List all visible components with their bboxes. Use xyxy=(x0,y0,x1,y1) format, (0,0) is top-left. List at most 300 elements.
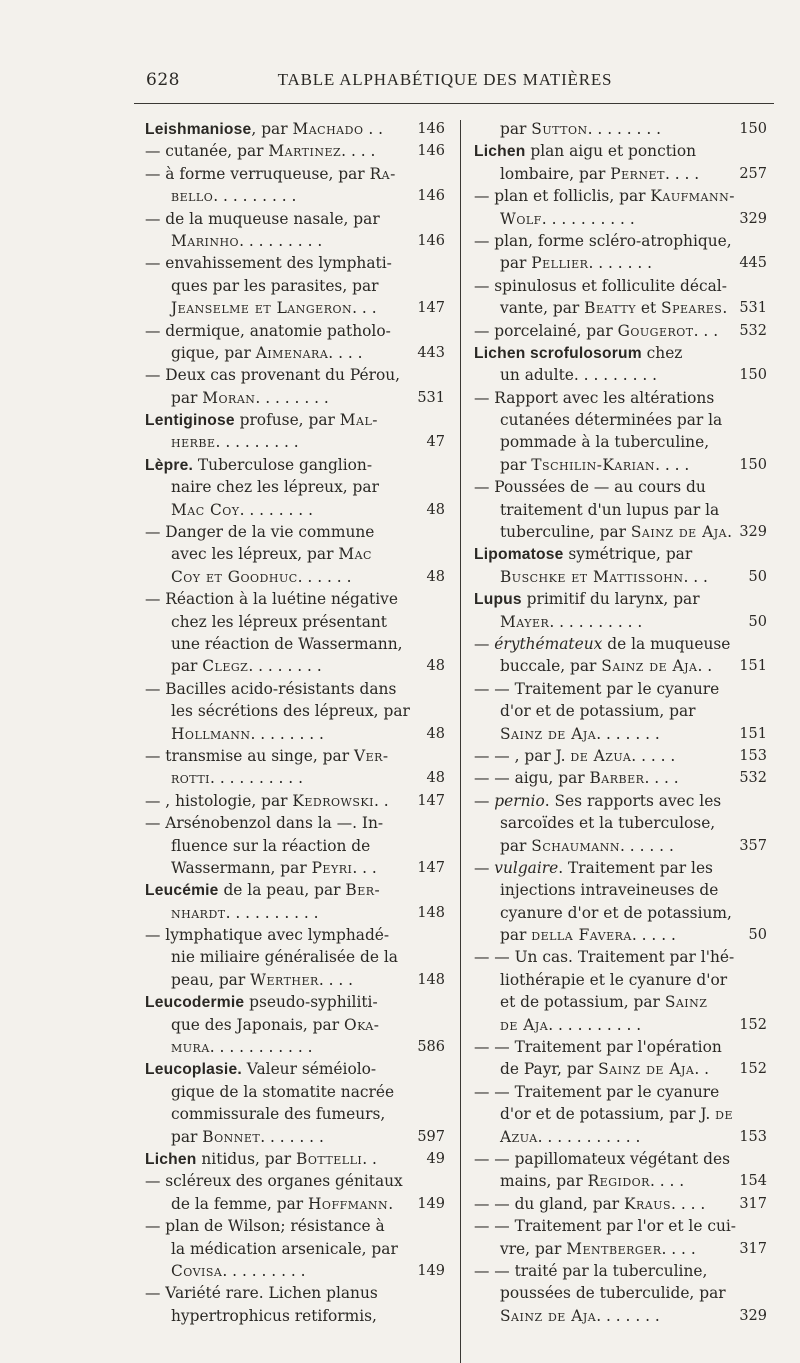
entry-text: . . . . . . . . xyxy=(248,657,322,676)
index-line xyxy=(474,320,767,342)
entry-text: . . . . xyxy=(644,769,679,788)
entry-text: sarcoïdes et la tuberculose, xyxy=(500,814,716,833)
index-line xyxy=(145,252,445,274)
author-name: Mac Coy xyxy=(171,500,240,519)
author-name: Azua xyxy=(500,1127,538,1146)
index-line xyxy=(145,118,445,140)
entry-text: poussées de tuberculide, par xyxy=(500,1284,726,1303)
page-reference: 257 xyxy=(739,165,767,182)
entry-text: — Deux cas provenant du Pérou, xyxy=(145,366,401,385)
index-line xyxy=(145,431,445,453)
entry-text: — — Traitement par le cyanure xyxy=(474,679,720,698)
index-line xyxy=(474,946,767,968)
entry-text: naire chez les lépreux, par xyxy=(171,478,379,497)
entry-text: de Payr, par xyxy=(500,1060,599,1079)
entry-text: nie miliaire généralisée de la xyxy=(171,948,398,967)
author-name: della Favera xyxy=(531,926,632,945)
entry-text: par xyxy=(171,657,203,676)
entry-text: . . . . xyxy=(661,1239,696,1258)
author-name: rotti xyxy=(171,769,211,788)
entry-text: un adulte. . . . . . . . . xyxy=(500,366,658,385)
page-reference: 153 xyxy=(739,747,767,764)
author-name: Oka- xyxy=(343,1015,380,1034)
entry-text: . . . . xyxy=(328,343,363,362)
index-line xyxy=(145,879,445,901)
entry-text: — — , par J. xyxy=(474,746,571,765)
index-line xyxy=(145,342,445,364)
entry-text: symétrique, par xyxy=(563,545,693,564)
entry-text: lombaire, par xyxy=(500,164,611,183)
entry-text: . Ses rapports avec les xyxy=(544,791,722,810)
headword: Lèpre. xyxy=(145,456,193,474)
index-line xyxy=(474,118,767,140)
entry-text: — à forme verruqueuse, par xyxy=(145,164,370,183)
index-line xyxy=(474,857,767,879)
index-line xyxy=(474,991,767,1013)
page-reference: 329 xyxy=(739,524,767,541)
entry-text: par xyxy=(171,388,203,407)
author-name: Ver- xyxy=(353,746,389,765)
index-line xyxy=(145,409,445,431)
index-line xyxy=(145,230,445,252)
index-line xyxy=(474,230,767,252)
entry-text: — , histologie, par xyxy=(145,791,293,810)
entry-text: . . . . xyxy=(664,164,700,183)
author-name: nhardt xyxy=(171,903,226,922)
index-line xyxy=(474,297,767,319)
index-line xyxy=(145,1215,445,1237)
entry-text: — porcelainé, par xyxy=(474,321,618,340)
author-name: Sainz de Aja xyxy=(630,523,728,542)
index-line xyxy=(474,185,767,207)
entry-text: — Réaction à la luétine négative xyxy=(145,590,398,609)
index-line xyxy=(474,252,767,274)
entry-text: Tuberculose ganglion- xyxy=(193,455,373,474)
entry-text: . . . xyxy=(352,299,377,318)
index-line xyxy=(145,588,445,610)
entry-text: . . xyxy=(697,657,713,676)
entry-text: . . . . . . . xyxy=(596,1306,660,1325)
entry-text: . . . . xyxy=(671,1194,706,1213)
index-line xyxy=(145,454,445,476)
right-column xyxy=(474,118,767,1327)
entry-text: et xyxy=(635,299,662,318)
page-reference: 152 xyxy=(739,1016,767,1033)
entry-text: fluence sur la réaction de xyxy=(171,836,371,855)
author-name: Mal- xyxy=(339,411,378,430)
headword: Lichen xyxy=(145,1150,197,1168)
entry-text: — xyxy=(474,858,495,877)
index-line xyxy=(474,812,767,834)
entry-text: cyanure d'or et de potassium, xyxy=(500,903,732,922)
headword: Lichen xyxy=(474,143,526,161)
entry-text: traitement d'un lupus par la xyxy=(500,500,720,519)
index-line xyxy=(474,1126,767,1148)
author-name: Pernet xyxy=(610,164,665,183)
author-name: bello xyxy=(171,187,214,206)
entry-text: — transmise au singe, par xyxy=(145,746,354,765)
index-line xyxy=(474,163,767,185)
author-name: Sutton xyxy=(531,120,588,138)
entry-text: . . . . . . . xyxy=(260,1127,324,1146)
entry-text: . . . . . . . . . xyxy=(215,433,299,452)
page-reference: 48 xyxy=(426,725,445,742)
entry-text: par xyxy=(500,836,532,855)
index-line xyxy=(145,790,445,812)
entry-text: — plan de Wilson; résistance à xyxy=(145,1217,385,1236)
index-line xyxy=(474,1014,767,1036)
entry-text: de la muqueuse xyxy=(602,634,731,653)
headword: Leucodermie xyxy=(145,994,245,1012)
entry-text: avec les lépreux, par xyxy=(171,545,339,564)
author-name: Bottelli xyxy=(296,1149,363,1168)
index-line xyxy=(474,879,767,901)
entry-text: . . . . . xyxy=(631,746,676,765)
author-name: Hoffmann xyxy=(308,1194,389,1213)
entry-text: plan aigu et ponction xyxy=(525,142,696,161)
page-reference: 150 xyxy=(739,121,767,137)
author-name: Sainz xyxy=(664,993,708,1012)
entry-text: par xyxy=(500,120,532,138)
author-name: Ra- xyxy=(369,164,396,183)
index-line xyxy=(145,1058,445,1080)
index-line xyxy=(474,924,767,946)
index-line xyxy=(474,790,767,812)
entry-text: gique, par xyxy=(171,343,256,362)
entry-text: — plan et folliclis, par xyxy=(474,187,651,206)
entry-text: . . . . xyxy=(318,970,354,989)
index-line xyxy=(474,633,767,655)
page-reference: 146 xyxy=(417,188,445,205)
index-line xyxy=(145,991,445,1013)
index-line xyxy=(145,297,445,319)
author-name: Speares xyxy=(661,299,723,318)
index-line xyxy=(145,476,445,498)
page-reference: 146 xyxy=(417,143,445,160)
page-reference: 317 xyxy=(739,1195,767,1212)
author-name: Barber xyxy=(589,769,645,788)
page-reference: 329 xyxy=(739,1307,767,1324)
entry-text: peau, par xyxy=(171,970,251,989)
entry-text: . . . . . . . . xyxy=(239,500,313,519)
index-line xyxy=(145,1126,445,1148)
index-line xyxy=(145,969,445,991)
page-reference: 153 xyxy=(739,1128,767,1145)
italic-term: pernio xyxy=(494,791,545,810)
entry-text: — dermique, anatomie patholo- xyxy=(145,321,391,340)
entry-text: Wassermann, par xyxy=(171,858,312,877)
author-name: Gougerot xyxy=(617,321,694,340)
index-line xyxy=(474,611,767,633)
entry-text: d'or et de potassium, par J. xyxy=(500,1105,716,1124)
entry-text: . . . . . xyxy=(631,926,676,945)
page-reference: 151 xyxy=(739,658,767,675)
index-line xyxy=(474,835,767,857)
entry-text: cutanées déterminées par la xyxy=(500,411,723,430)
entry-text: pommade à la tuberculine, xyxy=(500,433,710,452)
index-line xyxy=(474,767,767,789)
index-line xyxy=(145,320,445,342)
entry-text: . . . . . . . . xyxy=(250,724,324,743)
index-line xyxy=(145,1036,445,1058)
page-reference: 151 xyxy=(739,725,767,742)
index-line xyxy=(145,566,445,588)
entry-text: — Bacilles acido-résistants dans xyxy=(145,679,397,698)
entry-text: — Variété rare. Lichen planus xyxy=(145,1284,378,1303)
entry-text: liothérapie et le cyanure d'or xyxy=(500,970,728,989)
headword: Lentiginose xyxy=(145,412,235,430)
index-line xyxy=(145,163,445,185)
entry-text: et de potassium, par xyxy=(500,993,665,1012)
entry-text: d'or et de potassium, par xyxy=(500,702,696,721)
entry-text: — de la muqueuse nasale, par xyxy=(145,209,380,228)
entry-text: — — Un cas. Traitement par l'hé- xyxy=(474,948,735,967)
author-name: Coy et Goodhuc xyxy=(171,567,298,586)
page-reference: 317 xyxy=(739,1240,767,1257)
index-line xyxy=(474,521,767,543)
page-reference: 357 xyxy=(739,837,767,854)
author-name: Buschke et Mattissohn xyxy=(500,567,684,586)
entry-text: les sécrétions des lépreux, par xyxy=(171,702,410,721)
index-line xyxy=(145,633,445,655)
page-reference: 152 xyxy=(739,1061,767,1078)
index-line xyxy=(145,499,445,521)
index-line xyxy=(145,678,445,700)
index-line xyxy=(474,969,767,991)
index-line xyxy=(474,543,767,565)
page-reference: 150 xyxy=(739,456,767,473)
index-line xyxy=(145,1103,445,1125)
index-line xyxy=(474,208,767,230)
index-line xyxy=(474,1036,767,1058)
page-reference: 47 xyxy=(426,434,445,451)
entry-text: . . . . . . . . xyxy=(587,120,662,138)
author-name: Clegz xyxy=(202,657,249,676)
entry-text: . . . . . . xyxy=(620,836,674,855)
author-name: mura xyxy=(171,1038,210,1057)
entry-text: — — du gland, par xyxy=(474,1194,624,1213)
index-line xyxy=(474,499,767,521)
page-reference: 148 xyxy=(417,971,445,988)
index-line xyxy=(145,543,445,565)
entry-text: chez xyxy=(641,343,683,362)
index-line xyxy=(474,1282,767,1304)
page-reference: 154 xyxy=(739,1173,767,1190)
index-line xyxy=(474,1305,767,1327)
index-line xyxy=(145,185,445,207)
author-name: Kraus xyxy=(624,1194,672,1213)
page-reference: 48 xyxy=(426,568,445,585)
author-name: Pellier xyxy=(531,254,589,273)
entry-text: — — Traitement par l'opération xyxy=(474,1038,722,1057)
index-line xyxy=(474,476,767,498)
column-divider xyxy=(460,120,461,1363)
entry-text: — cutanée, par xyxy=(145,142,269,161)
entry-text: par xyxy=(500,455,532,474)
entry-text: buccale, par xyxy=(500,657,602,676)
entry-text: . . . . . . . xyxy=(596,724,660,743)
headword: Leucoplasie. xyxy=(145,1061,242,1079)
entry-text: . . . . . . . . . . xyxy=(225,903,319,922)
index-line xyxy=(474,1193,767,1215)
page-reference: 586 xyxy=(417,1039,445,1056)
index-line xyxy=(474,431,767,453)
entry-text: gique de la stomatite nacrée xyxy=(171,1082,395,1101)
index-line xyxy=(474,387,767,409)
index-line xyxy=(145,700,445,722)
entry-text: . . . . . . . xyxy=(588,254,653,273)
entry-text: . xyxy=(722,299,728,318)
author-name: Moran xyxy=(202,388,256,407)
author-name: Wolf xyxy=(500,209,542,228)
entry-text: ques par les parasites, par xyxy=(171,276,379,295)
index-line xyxy=(145,1260,445,1282)
index-line xyxy=(145,208,445,230)
author-name: Schaumann xyxy=(531,836,621,855)
author-name: Mayer xyxy=(500,612,550,631)
headword: Lichen scrofulosorum xyxy=(474,344,642,362)
page-reference: 597 xyxy=(417,1128,445,1145)
index-line xyxy=(474,745,767,767)
author-name: Martinez xyxy=(268,142,342,161)
entry-text: — envahissement des lymphati- xyxy=(145,254,392,273)
page-reference: 50 xyxy=(748,927,767,944)
entry-text: . . xyxy=(694,1060,710,1079)
author-name: Sainz de Aja xyxy=(500,724,597,743)
index-line xyxy=(145,946,445,968)
italic-term: érythémateux xyxy=(494,634,603,653)
left-column xyxy=(145,118,445,1327)
index-line xyxy=(145,1305,445,1327)
page-reference: 532 xyxy=(739,322,767,339)
author-name: Ber- xyxy=(345,881,381,900)
entry-text: — scléreux des organes génitaux xyxy=(145,1172,403,1191)
index-line xyxy=(474,655,767,677)
entry-text: une réaction de Wassermann, xyxy=(171,634,403,653)
index-line xyxy=(145,1238,445,1260)
index-line xyxy=(474,1148,767,1170)
index-line xyxy=(474,342,767,364)
entry-text: la médication arsenicale, par xyxy=(171,1239,398,1258)
entry-text: . xyxy=(388,1194,394,1213)
index-line xyxy=(474,1260,767,1282)
entry-text: vante, par xyxy=(500,299,585,318)
entry-text: primitif du larynx, par xyxy=(521,590,700,609)
entry-text: . . . . . . . . . . xyxy=(541,209,635,228)
headword: Lupus xyxy=(474,591,522,609)
entry-text: — — Traitement par l'or et le cui- xyxy=(474,1217,736,1236)
entry-text: par xyxy=(171,1127,203,1146)
entry-text: — Rapport avec les altérations xyxy=(474,388,715,407)
index-line xyxy=(145,1170,445,1192)
index-line xyxy=(474,1215,767,1237)
index-line xyxy=(145,521,445,543)
author-name: Hollmann xyxy=(171,724,251,743)
entry-text: — xyxy=(474,791,495,810)
page-reference: 48 xyxy=(426,658,445,675)
entry-text: — xyxy=(474,634,495,653)
entry-text: mains, par xyxy=(500,1172,588,1191)
entry-text: nitidus, par xyxy=(196,1149,297,1168)
entry-text: pseudo-syphiliti- xyxy=(244,993,378,1012)
author-name: Mac xyxy=(338,545,372,564)
page-reference: 150 xyxy=(739,367,767,384)
index-line xyxy=(145,857,445,879)
entry-text: vre, par xyxy=(500,1239,567,1258)
entry-text: . . . . . . . . . . xyxy=(548,1015,642,1034)
index-line xyxy=(474,409,767,431)
index-line xyxy=(145,140,445,162)
index-line xyxy=(474,454,767,476)
author-name: Sainz de Aja xyxy=(598,1060,695,1079)
italic-term: vulgaire xyxy=(494,858,559,877)
page-reference: 531 xyxy=(417,389,445,406)
index-line xyxy=(145,275,445,297)
index-line xyxy=(145,745,445,767)
index-line xyxy=(474,700,767,722)
index-line xyxy=(145,723,445,745)
author-name: Sainz de Aja xyxy=(601,657,698,676)
index-line xyxy=(145,1148,445,1170)
index-line xyxy=(474,140,767,162)
index-line xyxy=(145,835,445,857)
page-reference: 48 xyxy=(426,770,445,787)
author-name: Werther xyxy=(250,970,319,989)
index-line xyxy=(474,566,767,588)
page-reference: 445 xyxy=(739,255,767,272)
index-line xyxy=(145,1193,445,1215)
author-name: de Aja xyxy=(500,1015,549,1034)
entry-text: — Arsénobenzol dans la —. In- xyxy=(145,814,384,833)
page-reference: 50 xyxy=(748,568,767,585)
entry-text: . . . . . . . . . xyxy=(222,1261,306,1280)
entry-text: . . xyxy=(362,1149,377,1168)
entry-text: — lymphatique avec lymphadé- xyxy=(145,926,390,945)
index-line xyxy=(145,1282,445,1304)
index-line xyxy=(145,364,445,386)
entry-text: — spinulosus et folliculite décal- xyxy=(474,276,727,295)
entry-text: — — papillomateux végétant des xyxy=(474,1149,730,1168)
index-line xyxy=(474,275,767,297)
author-name: Mentberger xyxy=(566,1239,662,1258)
index-line xyxy=(474,1058,767,1080)
page-reference: 50 xyxy=(748,613,767,630)
entry-text: hypertrophicus retiformis, xyxy=(171,1306,377,1325)
author-name: Beatty xyxy=(584,299,636,318)
entry-text: . . . . xyxy=(341,142,376,161)
author-name: Sainz de Aja xyxy=(500,1306,597,1325)
entry-text: . . . . xyxy=(649,1172,685,1191)
index-line xyxy=(474,1103,767,1125)
author-name: herbe xyxy=(171,433,216,452)
entry-text: . . xyxy=(363,120,384,138)
entry-text: . . . . . . . . . . xyxy=(549,612,643,631)
header-rule xyxy=(134,103,774,104)
page-reference: 149 xyxy=(417,1262,445,1279)
index-line xyxy=(474,723,767,745)
index-line xyxy=(474,1081,767,1103)
entry-text: commissurale des fumeurs, xyxy=(171,1105,386,1124)
entry-text: par xyxy=(500,926,532,945)
page-reference: 148 xyxy=(417,904,445,921)
index-line xyxy=(145,387,445,409)
page-reference: 146 xyxy=(417,232,445,249)
entry-text: . . . . . . . . . . . xyxy=(209,1038,313,1057)
entry-text: par xyxy=(500,254,532,273)
author-name: Marinho xyxy=(171,231,240,250)
entry-text: . . . . . . . . . . xyxy=(210,769,303,788)
author-name: Regidor xyxy=(587,1172,650,1191)
